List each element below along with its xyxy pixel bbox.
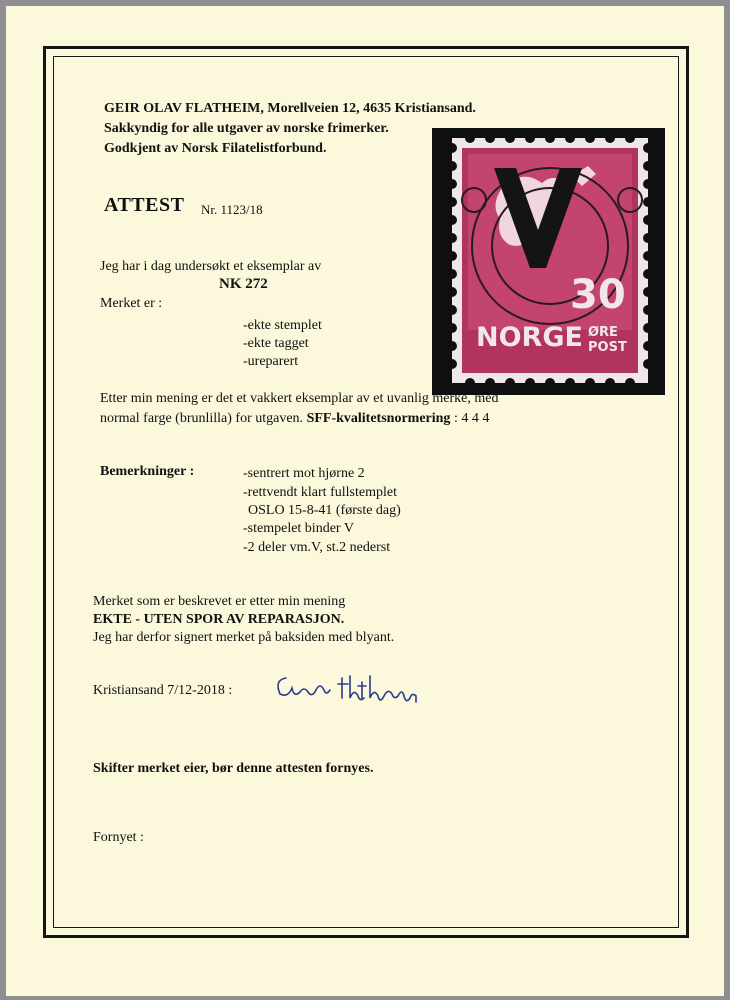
conclusion-line-1: Merket som er beskrevet er etter min mening (93, 594, 346, 609)
merket-item: -ekte stemplet (243, 318, 322, 333)
opinion-line-2 (100, 411, 489, 427)
merket-label: Merket er : (100, 296, 163, 311)
attest-title: ATTEST (104, 194, 185, 216)
quality-label: SFF-kvalitetsnormering (306, 411, 451, 426)
handwritten-signature (270, 672, 420, 711)
stamp-image (432, 128, 665, 395)
attest-number: Nr. 1123/18 (201, 202, 263, 217)
catalog-number: NK 272 (219, 276, 268, 292)
stamp-country: NORGE (476, 322, 583, 353)
expert-name-address: GEIR OLAV FLATHEIM, Morellveien 12, 4635 Kristiansand. (104, 101, 476, 116)
merket-item: -ureparert (243, 354, 299, 369)
remarks-label: Bemerkninger : (100, 464, 195, 479)
expert-approval: Godkjent av Norsk Filatelistforbund. (104, 141, 327, 156)
merket-item: -ekte tagget (243, 336, 309, 351)
opinion-line-1: Etter min mening er det et vakkert eksemplar av et uvanlig merke, med (100, 391, 499, 406)
stamp-post: POST (588, 340, 627, 355)
stamp-currency: ØRE (588, 325, 618, 340)
remark-item: -stempelet binder V (243, 521, 354, 536)
place-date: Kristiansand 7/12-2018 : (93, 683, 233, 698)
remark-item: -2 deler vm.V, st.2 nederst (243, 540, 391, 555)
owner-change-note: Skifter merket eier, bør denne attesten fornyes. (93, 761, 374, 776)
renewed-label: Fornyet : (93, 830, 144, 845)
conclusion-line-3: Jeg har derfor signert merket på baksiden med blyant. (93, 630, 395, 645)
expert-qualification: Sakkyndig for alle utgaver av norske frimerker. (104, 121, 389, 136)
conclusion-line-2: EKTE - UTEN SPOR AV REPARASJON. (93, 612, 345, 627)
opinion-color-note: normal farge (brunlilla) for utgaven. (100, 411, 304, 426)
remark-item: -sentrert mot hjørne 2 (243, 466, 365, 481)
remark-item: OSLO 15-8-41 (første dag) (248, 503, 401, 518)
quality-value: : 4 4 4 (453, 411, 490, 426)
intro-text: Jeg har i dag undersøkt et eksemplar av (100, 259, 322, 274)
stamp-denomination: 30 (570, 272, 626, 318)
remark-item: -rettvendt klart fullstemplet (243, 485, 397, 500)
